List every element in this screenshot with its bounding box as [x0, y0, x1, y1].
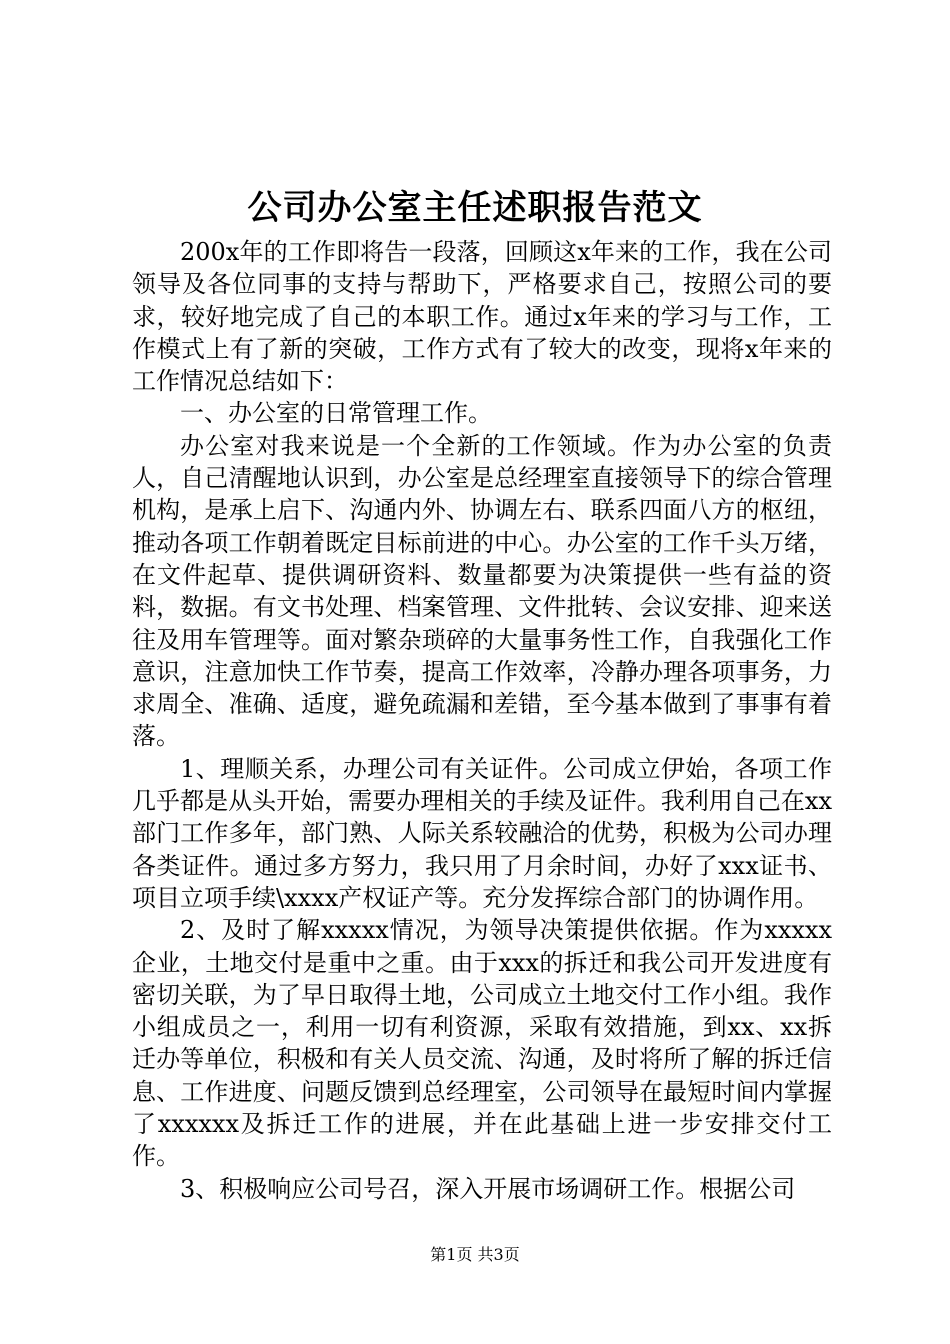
- paragraph-item-3: 3、积极响应公司号召，深入开展市场调研工作。根据公司: [180, 1174, 796, 1203]
- document-title: 公司办公室主任述职报告范文: [247, 188, 703, 228]
- paragraph-office-management: 办公室对我来说是一个全新的工作领域。作为办公室的负责人，自己清醒地认识到，办公室是总经理室直接领导下的综合管理机构，是承上启下、沟通内外、协调左右、联系四面八方的枢纽，推动各项工作朝着既定目标前进的中心。办公室的工作千头万绪，在文件起草、提供调研资料、数量都要为决策提供一些有益的资料，数据。有文书处理、档案管理、文件批转、会议安排、迎来送往及用车管理等。面对繁杂琐碎的大量事务性工作，自我强化工作意识，注意加快工作节奏，提高工作效率，冷静办理各项事务，力求周全、准确、适度，避免疏漏和差错，至今基本做到了事事有着落。: [132, 431, 832, 751]
- paragraph-section-heading: 一、办公室的日常管理工作。: [180, 399, 492, 428]
- page-number-footer: 第1页 共3页: [430, 1245, 520, 1264]
- document-body: [132, 236, 832, 1205]
- paragraph-item-1: 1、理顺关系，办理公司有关证件。公司成立伊始，各项工作几乎都是从头开始，需要办理相关的手续及证件。我利用自己在xx部门工作多年，部门熟、人际关系较融洽的优势，积极为公司办理各类证件。通过多方努力，我只用了月余时间，办好了xxx证书、项目立项手续\xxxx产权证产等。充分发挥综合部门的协调作用。: [132, 754, 832, 912]
- paragraph-intro: 200x年的工作即将告一段落，回顾这x年来的工作，我在公司领导及各位同事的支持与帮助下，严格要求自己，按照公司的要求，较好地完成了自己的本职工作。通过x年来的学习与工作，工作模式上有了新的突破，工作方式有了较大的改变，现将x年来的工作情况总结如下：: [132, 238, 832, 396]
- paragraph-item-2: 2、及时了解xxxxx情况，为领导决策提供依据。作为xxxxx企业，土地交付是重中之重。由于xxx的拆迁和我公司开发进度有密切关联，为了早日取得土地，公司成立土地交付工作小组。我作小组成员之一，利用一切有利资源，采取有效措施，到xx、xx拆迁办等单位，积极和有关人员交流、沟通，及时将所了解的拆迁信息、工作进度、问题反馈到总经理室，公司领导在最短时间内掌握了xxxxxx及拆迁工作的进展，并在此基础上进一步安排交付工作。: [132, 916, 832, 1171]
